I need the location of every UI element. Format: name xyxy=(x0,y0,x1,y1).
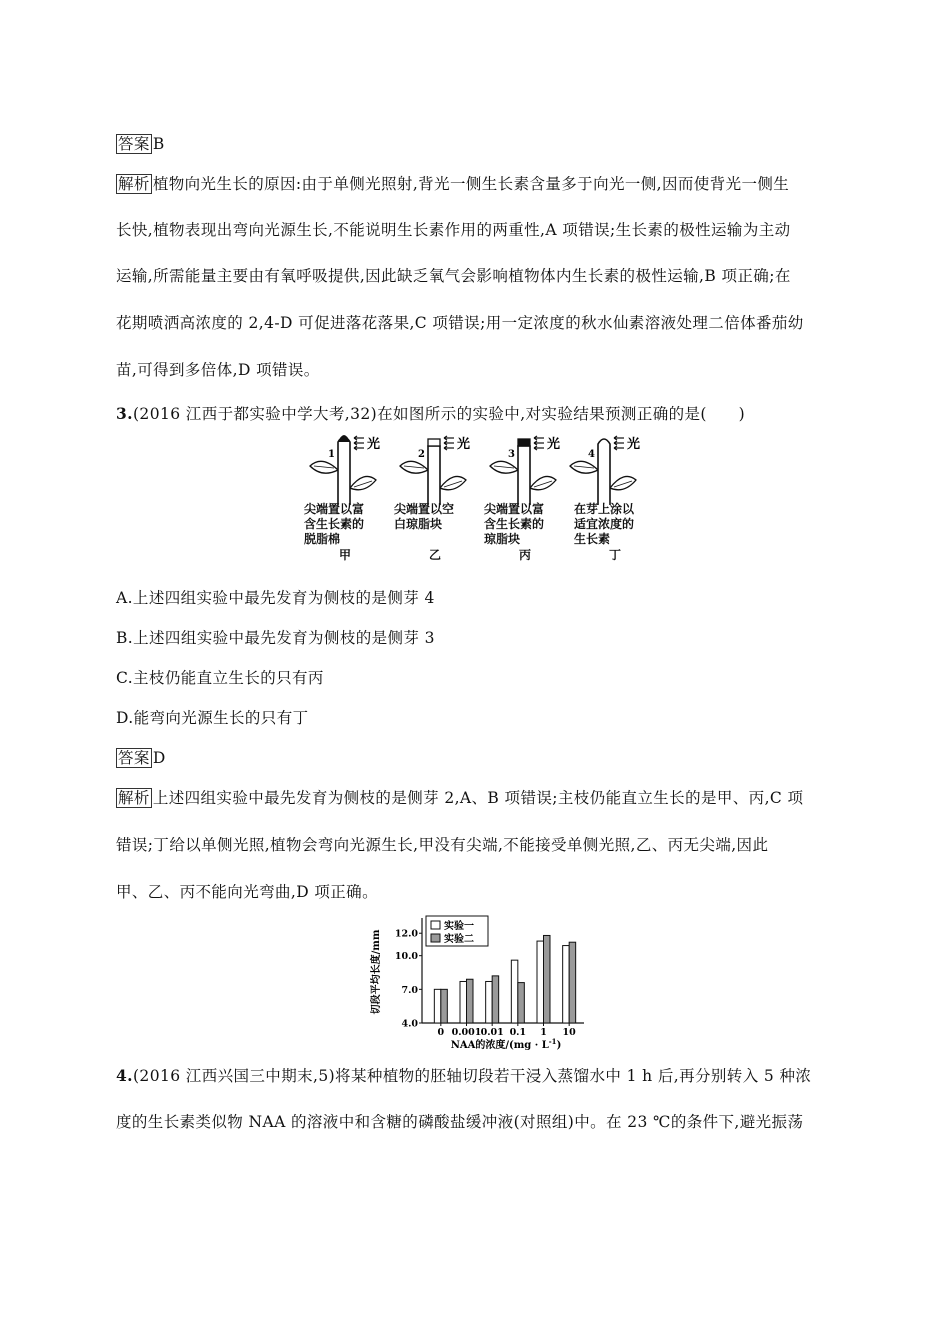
bar-1-0.1 xyxy=(511,960,518,1023)
y-tick-label: 7.0 xyxy=(401,984,418,996)
question-number: 3. xyxy=(116,404,133,423)
panel-caption: 尖端置以富 含生长素的 脱脂棉 xyxy=(304,502,365,546)
x-tick-label: 0 xyxy=(437,1027,445,1038)
light-label: 光 xyxy=(547,437,561,452)
bar-2-1 xyxy=(544,935,551,1023)
legend-swatch xyxy=(431,921,440,929)
analysis-line: 甲、乙、丙不能向光弯曲,D 项正确。 xyxy=(116,883,378,901)
answer-tag: 答案 xyxy=(118,135,150,153)
y-tick-label: 12.0 xyxy=(394,928,418,940)
bud-number: 3 xyxy=(508,449,515,460)
legend-swatch xyxy=(431,934,440,942)
answer-line xyxy=(116,132,165,154)
answer-line xyxy=(116,746,166,768)
panel-name: 丁 xyxy=(608,548,621,562)
legend-label: 实验一 xyxy=(444,921,474,932)
answer-value: B xyxy=(152,135,165,153)
analysis-line: 苗,可得到多倍体,D 项错误。 xyxy=(116,361,320,379)
x-tick-label: 0.001 xyxy=(451,1027,482,1038)
y-tick-label: 10.0 xyxy=(394,951,418,963)
analysis-line: 花期喷洒高浓度的 2,4-D 可促进落花落果,C 项错误;用一定浓度的秋水仙素溶液处理二倍体番茄幼 xyxy=(116,314,804,332)
bar-1-10 xyxy=(563,946,570,1023)
bud-number: 4 xyxy=(588,449,595,460)
bar-2-10 xyxy=(569,942,576,1023)
analysis-line: 错误;丁给以单侧光照,植物会弯向光源生长,甲没有尖端,不能接受单侧光照,乙、丙无尖端,因此 xyxy=(116,836,769,854)
analysis-tag: 解析 xyxy=(118,789,150,807)
option-d: D.能弯向光源生长的只有丁 xyxy=(116,709,309,727)
question-text: (2016 江西兴国三中期末,5)将某种植物的胚轴切段若干浸入蒸馏水中 1 h 后,再分别转入 5 种浓 xyxy=(132,1067,812,1085)
option-c: C.主枝仍能直立生长的只有丙 xyxy=(116,669,324,687)
light-label: 光 xyxy=(457,437,471,452)
bud-number: 1 xyxy=(328,449,335,460)
plant-diagram-jia xyxy=(310,435,380,505)
x-axis-label: NAA的浓度$/(mg \cdot L^{-1})$ xyxy=(450,1037,562,1051)
panel-caption: 在芽上涂以 适宜浓度的 生长素 xyxy=(574,502,635,546)
answer-tag: 答案 xyxy=(118,749,150,767)
bud-number: 2 xyxy=(418,449,425,460)
plant-experiment-figure xyxy=(300,430,660,570)
question-number: 4. xyxy=(116,1066,133,1085)
option-a: A.上述四组实验中最先发育为侧枝的是侧芽 4 xyxy=(116,589,435,607)
legend-label: 实验二 xyxy=(444,934,474,945)
x-tick-label: 1 xyxy=(540,1027,547,1038)
bar-2-0.1 xyxy=(518,983,525,1023)
panel-name: 丙 xyxy=(518,548,531,562)
bar-1-0.001 xyxy=(460,981,467,1023)
bar-chart-svg xyxy=(368,912,598,1052)
question-4-line: 度的生长素类似物 NAA 的溶液中和含糖的磷酸盐缓冲液(对照组)中。在 23 ℃的条件下,避光振荡 xyxy=(116,1113,804,1131)
x-tick-label: 10 xyxy=(562,1027,576,1038)
bar-1-0.01 xyxy=(486,981,493,1023)
question-text: (2016 江西于都实验中学大考,32)在如图所示的实验中,对实验结果预测正确的是( ) xyxy=(132,405,746,423)
bar-1-0 xyxy=(434,989,441,1023)
analysis-line: 运输,所需能量主要由有氧呼吸提供,因此缺乏氧气会影响植物体内生长素的极性运输,B 项正确;在 xyxy=(116,267,791,285)
naa-bar-chart xyxy=(368,912,598,1052)
analysis-tag: 解析 xyxy=(118,175,150,193)
panel-name: 甲 xyxy=(338,548,351,562)
question-3 xyxy=(116,402,745,424)
panel-name: 乙 xyxy=(428,548,441,562)
light-label: 光 xyxy=(627,437,641,452)
analysis-line xyxy=(116,786,803,808)
x-tick-label: 0.01 xyxy=(480,1027,504,1038)
panel-caption: 尖端置以富 含生长素的 琼脂块 xyxy=(484,502,545,546)
panel-caption: 尖端置以空 白琼脂块 xyxy=(394,502,455,531)
bar-2-0 xyxy=(441,989,448,1023)
analysis-line: 长快,植物表现出弯向光源生长,不能说明生长素作用的两重性,A 项错误;生长素的极性运输为主动 xyxy=(116,221,791,239)
light-label: 光 xyxy=(367,437,381,452)
bar-1-1 xyxy=(537,941,544,1023)
analysis-text: 植物向光生长的原因:由于单侧光照射,背光一侧生长素含量多于向光一侧,因而使背光一侧生 xyxy=(152,175,790,193)
plant-diagrams xyxy=(300,430,660,505)
question-4 xyxy=(116,1064,811,1086)
answer-value: D xyxy=(152,749,166,767)
analysis-line xyxy=(116,172,789,194)
plant-diagram-ding xyxy=(570,436,640,505)
y-tick-label: 4.0 xyxy=(401,1018,418,1030)
y-axis-label: 切段平均长度/mm xyxy=(371,929,382,1015)
x-tick-label: 0.1 xyxy=(509,1027,527,1038)
analysis-text: 上述四组实验中最先发育为侧枝的是侧芽 2,A、B 项错误;主枝仍能直立生长的是甲、丙,C 项 xyxy=(152,789,804,807)
plant-diagram-bing xyxy=(490,436,560,505)
bar-2-0.001 xyxy=(467,979,474,1023)
bar-2-0.01 xyxy=(492,976,499,1023)
plant-diagram-yi xyxy=(400,436,470,505)
option-b: B.上述四组实验中最先发育为侧枝的是侧芽 3 xyxy=(116,629,435,647)
